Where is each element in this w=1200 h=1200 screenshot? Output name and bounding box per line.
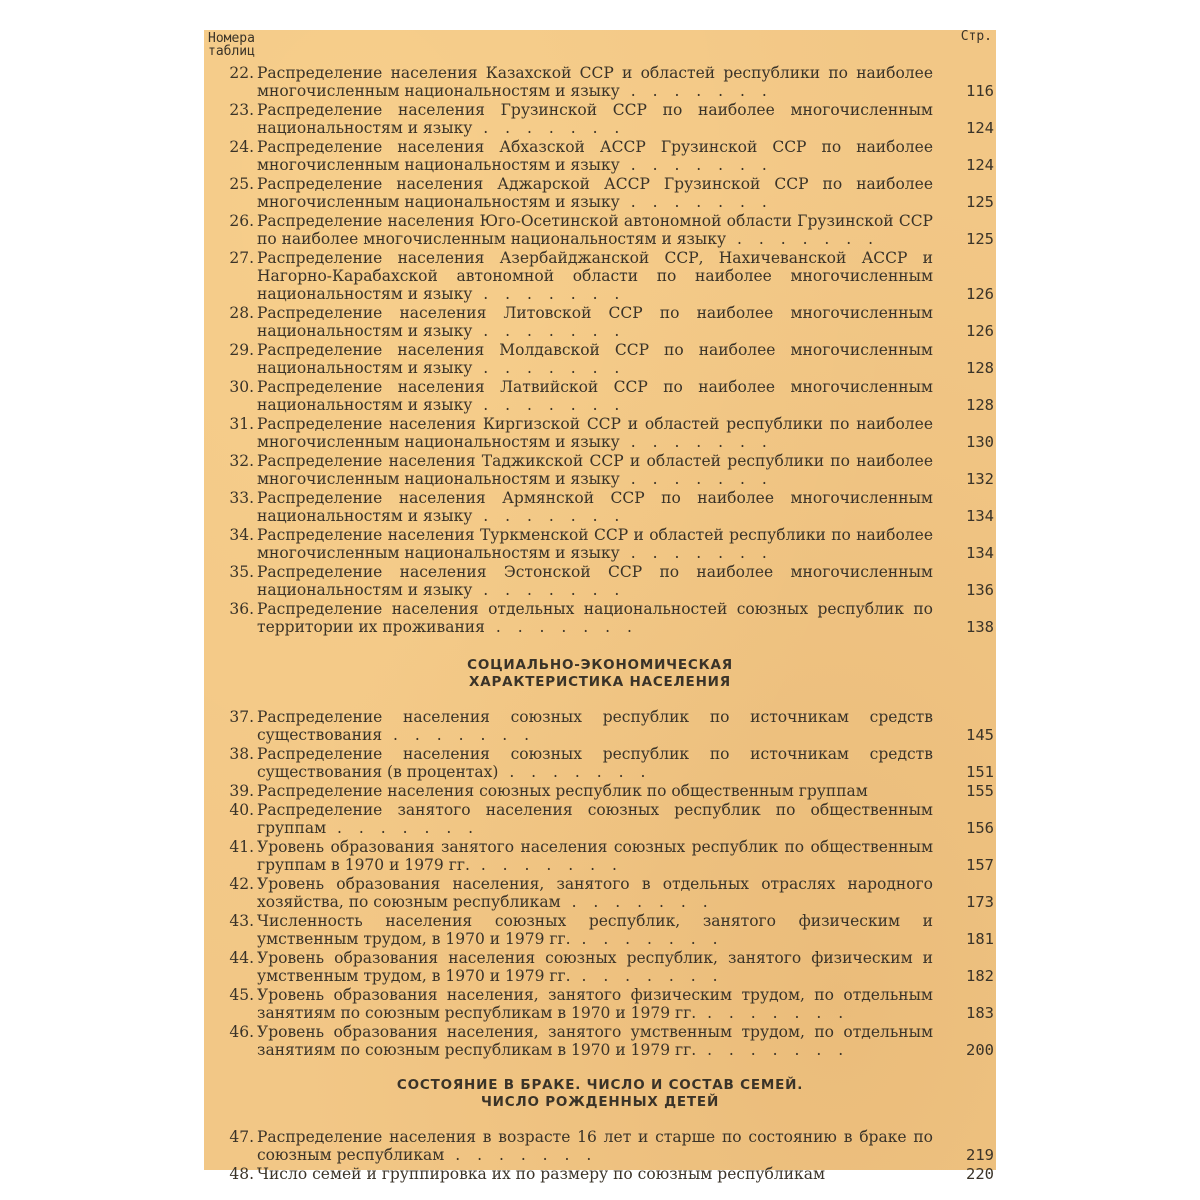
toc-entry-title-text: Уровень образования населения, занятого в отдельных отраслях народного хозяйства, по союзным республикам (257, 875, 933, 912)
toc-entry-title-text: Уровень образования населения, занятого умственным трудом, по отдельным занятиям по союзным республикам в 1970 и 1979 гг. (257, 1023, 933, 1060)
toc-entry-title (257, 986, 933, 1022)
toc-entry-number: 47. (229, 1128, 254, 1146)
toc-entry-page: 136 (966, 581, 994, 599)
toc-entry-title (257, 249, 933, 304)
toc-entry-title (257, 600, 933, 636)
toc-entry (204, 986, 996, 1023)
toc-entry (204, 708, 996, 745)
toc-entry-number: 26. (229, 212, 254, 230)
toc-entry (204, 378, 996, 415)
toc-entry (204, 341, 996, 378)
toc-entry-title (257, 341, 933, 377)
toc-entry-title-text: Распределение населения Киргизской ССР и областей республики по наиболее многочисленным национальностям и языку (257, 415, 933, 452)
toc-entry-title-text: Распределение населения союзных республик по источникам средств существования (в процентах) (257, 745, 933, 782)
toc-entry-title-text: Распределение населения Туркменской ССР и областей республики по наиболее многочисленным национальностям и языку (257, 526, 933, 563)
dot-leader: . . . . . . . (560, 893, 714, 912)
toc-entry-title (257, 838, 933, 874)
toc-entry-page: 145 (966, 726, 994, 744)
section-heading-socio-economic (204, 657, 996, 691)
section-heading-line: ЧИСЛО РОЖДЕННЫХ ДЕТЕЙ (480, 1094, 720, 1110)
toc-entry-page: 219 (966, 1146, 994, 1164)
toc-entry-page: 183 (966, 1004, 994, 1022)
document-page (204, 29, 996, 1183)
toc-entry-page: 138 (966, 618, 994, 636)
toc-entry-title-text: Распределение населения Грузинской ССР по наиболее многочисленным национальностям и языку (257, 101, 933, 138)
toc-entry-title (257, 452, 933, 488)
toc-entry-page: 128 (966, 396, 994, 414)
dot-leader: . . . . . . . (619, 193, 773, 212)
toc-entry-number: 27. (229, 249, 254, 267)
dot-leader: . . . . . . . (696, 1041, 850, 1060)
toc-entry-number: 30. (229, 378, 254, 396)
table-number-column-header: Номера таблиц (208, 31, 255, 59)
toc-entry-title-text: Распределение населения союзных республик по общественным группам (257, 782, 868, 800)
toc-entry-title (257, 378, 933, 414)
toc-entry-number: 42. (229, 875, 254, 893)
dot-leader: . . . . . . . (382, 726, 536, 745)
toc-entry (204, 949, 996, 986)
toc-entry-number: 31. (229, 415, 254, 433)
toc-entry-page: 116 (966, 82, 994, 100)
dot-leader: . . . . . . . (444, 1146, 598, 1165)
toc-entry (204, 600, 996, 637)
toc-entry-title-text: Распределение населения союзных республик по источникам средств существования (257, 708, 933, 745)
dot-leader: . . . . . . . (570, 930, 724, 949)
toc-entry-number: 44. (229, 949, 254, 967)
toc-entry-title-text: Распределение населения Армянской ССР по наиболее многочисленным национальностям и языку (257, 489, 933, 526)
toc-entry-title (257, 64, 933, 100)
toc-entry-title-text: Распределение населения Латвийской ССР по наиболее многочисленным национальностям и языку (257, 378, 933, 415)
toc-entry (204, 249, 996, 304)
dot-leader: . . . . . . . (498, 763, 652, 782)
toc-entry-page: 200 (966, 1041, 994, 1059)
toc-entry (204, 415, 996, 452)
toc-entry-number: 25. (229, 175, 254, 193)
toc-entry-title (257, 415, 933, 451)
toc-entry (204, 875, 996, 912)
toc-entry-page: 173 (966, 893, 994, 911)
toc-entry-page: 155 (966, 782, 994, 800)
toc-entry-page: 134 (966, 507, 994, 525)
toc-entry-title (257, 1128, 933, 1164)
toc-entry-page: 130 (966, 433, 994, 451)
toc-entry-title (257, 304, 933, 340)
toc-entry-title-text: Распределение населения Литовской ССР по наиболее многочисленным национальностям и языку (257, 304, 933, 341)
toc-entry-page: 132 (966, 470, 994, 488)
toc-entry-page: 181 (966, 930, 994, 948)
toc-entry (204, 101, 996, 138)
toc-entry-number: 23. (229, 101, 254, 119)
toc-entry-number: 22. (229, 64, 254, 82)
section-heading-line: СОЦИАЛЬНО-ЭКОНОМИЧЕСКАЯ (467, 657, 733, 673)
toc-entry-number: 33. (229, 489, 254, 507)
toc-entry-number: 43. (229, 912, 254, 930)
toc-entry-title-text: Распределение населения Казахской ССР и областей республики по наиболее многочисленным национальностям и языку (257, 64, 933, 101)
toc-entry-title-text: Уровень образования населения, занятого физическим трудом, по отдельным занятиям по союзным республикам в 1970 и 1979 гг. (257, 986, 933, 1023)
toc-entry-title-text: Число семей и группировка их по размеру по союзным республикам (257, 1165, 826, 1183)
toc-entry-title (257, 212, 933, 248)
toc-entry-page: 220 (966, 1165, 994, 1183)
toc-entry-number: 35. (229, 563, 254, 581)
toc-entry-title (257, 138, 933, 174)
toc-entry (204, 304, 996, 341)
toc-entry-title-text: Распределение населения отдельных национальностей союзных республик по территории их проживания (257, 600, 933, 637)
toc-entry-title (257, 745, 933, 781)
dot-leader: . . . . . . . (726, 230, 880, 249)
toc-entry (204, 138, 996, 175)
toc-entry-page: 182 (966, 967, 994, 985)
toc-entry-title-text: Распределение населения Молдавской ССР по наиболее многочисленным национальностям и языку (257, 341, 933, 378)
toc-entry (204, 838, 996, 875)
toc-entry (204, 526, 996, 563)
toc-entry-title (257, 1165, 933, 1183)
toc-entry-page: 126 (966, 322, 994, 340)
toc-entry-number: 41. (229, 838, 254, 856)
toc-entry (204, 452, 996, 489)
toc-entry (204, 1023, 996, 1060)
table-of-contents (204, 64, 996, 1184)
page-column-header: Стр. (960, 29, 992, 44)
toc-entry-number: 48. (229, 1165, 254, 1183)
toc-entry-title (257, 912, 933, 948)
toc-entry-number: 45. (229, 986, 254, 1004)
toc-entry (204, 175, 996, 212)
toc-entry-title (257, 1023, 933, 1059)
toc-entry-number: 40. (229, 801, 254, 819)
dot-leader: . . . . . . . (619, 470, 773, 489)
toc-entry-page: 126 (966, 285, 994, 303)
toc-entry-page: 157 (966, 856, 994, 874)
dot-leader: . . . . . . . (469, 856, 623, 875)
toc-entry-number: 28. (229, 304, 254, 322)
toc-entry-number: 34. (229, 526, 254, 544)
dot-leader: . . . . . . . (570, 967, 724, 986)
toc-entry-title-text: Распределение населения Эстонской ССР по наиболее многочисленным национальностям и языку (257, 563, 933, 600)
toc-entry-title (257, 782, 933, 800)
toc-entry (204, 801, 996, 838)
dot-leader: . . . . . . . (472, 507, 626, 526)
toc-entry-title (257, 949, 933, 985)
dot-leader: . . . . . . . (472, 396, 626, 415)
toc-entry-page: 151 (966, 763, 994, 781)
toc-entry-title-text: Уровень образования занятого населения союзных республик по общественным группам в 1970 и 1979 гг. (257, 838, 933, 875)
toc-entry-title-text: Распределение населения Абхазской АССР Грузинской ССР по наиболее многочисленным национальностям и языку (257, 138, 933, 175)
toc-group-marital (204, 1128, 996, 1184)
section-heading-line: ХАРАКТЕРИСТИКА НАСЕЛЕНИЯ (469, 674, 731, 690)
dot-leader: . . . . . . . (619, 82, 773, 101)
dot-leader: . . . . . . . (484, 618, 638, 637)
dot-leader: . . . . . . . (472, 285, 626, 304)
toc-group-socio-economic (204, 708, 996, 1060)
dot-leader: . . . . . . . (472, 322, 626, 341)
toc-entry-number: 32. (229, 452, 254, 470)
toc-entry-title (257, 175, 933, 211)
dot-leader: . . . . . . . (619, 433, 773, 452)
toc-entry-title-text: Распределение населения Аджарской АССР Грузинской ССР по наиболее многочисленным национальностям и языку (257, 175, 933, 212)
toc-entry-title-text: Распределение населения в возрасте 16 лет и старше по состоянию в браке по союзным республикам (257, 1128, 933, 1165)
toc-group-nationalities (204, 64, 996, 637)
toc-entry-page: 156 (966, 819, 994, 837)
toc-entry (204, 912, 996, 949)
toc-entry (204, 1165, 996, 1184)
toc-entry-number: 36. (229, 600, 254, 618)
toc-entry-number: 39. (229, 782, 254, 800)
toc-entry-page: 134 (966, 544, 994, 562)
dot-leader: . . . . . . . (472, 119, 626, 138)
toc-entry-title (257, 563, 933, 599)
toc-entry (204, 489, 996, 526)
toc-entry (204, 782, 996, 801)
toc-entry (204, 563, 996, 600)
toc-entry-number: 24. (229, 138, 254, 156)
toc-entry-page: 125 (966, 230, 994, 248)
toc-entry-number: 37. (229, 708, 254, 726)
toc-entry-page: 124 (966, 156, 994, 174)
toc-entry (204, 64, 996, 101)
toc-entry (204, 212, 996, 249)
toc-entry-title-text: Уровень образования населения союзных республик, занятого физическим и умственным трудом, в 1970 и 1979 гг. (257, 949, 933, 986)
toc-entry-title-text: Распределение населения Юго-Осетинской автономной области Грузинской ССР по наиболее многочисленным национальностям и языку (257, 212, 933, 249)
dot-leader: . . . . . . . (619, 156, 773, 175)
toc-entry-title (257, 875, 933, 911)
dot-leader: . . . . . . . (472, 581, 626, 600)
section-heading-line: СОСТОЯНИЕ В БРАКЕ. ЧИСЛО И СОСТАВ СЕМЕЙ. (396, 1077, 804, 1093)
toc-entry-page: 125 (966, 193, 994, 211)
dot-leader: . . . . . . . (472, 359, 626, 378)
toc-entry-title (257, 526, 933, 562)
toc-entry (204, 1128, 996, 1165)
toc-entry-page: 128 (966, 359, 994, 377)
toc-entry-title (257, 801, 933, 837)
toc-entry-title (257, 101, 933, 137)
toc-entry (204, 745, 996, 782)
dot-leader: . . . . . . . (619, 544, 773, 563)
toc-entry-title-text: Распределение населения Азербайджанской ССР, Нахичеванской АССР и Нагорно-Карабахской автономной области по наиболее многочисленным национальностям и языку (257, 249, 933, 304)
toc-entry-number: 38. (229, 745, 254, 763)
toc-entry-title-text: Численность населения союзных республик, занятого физическим и умственным трудом, в 1970 и 1979 гг. (257, 912, 933, 949)
toc-entry-title-text: Распределение занятого населения союзных республик по общественным группам (257, 801, 933, 838)
toc-entry-title (257, 489, 933, 525)
dot-leader: . . . . . . . (326, 819, 480, 838)
toc-entry-title-text: Распределение населения Таджикской ССР и областей республики по наиболее многочисленным национальностям и языку (257, 452, 933, 489)
toc-entry-page: 124 (966, 119, 994, 137)
section-heading-marital (204, 1077, 996, 1111)
toc-entry-number: 29. (229, 341, 254, 359)
toc-entry-title (257, 708, 933, 744)
toc-entry-number: 46. (229, 1023, 254, 1041)
dot-leader: . . . . . . . (696, 1004, 850, 1023)
